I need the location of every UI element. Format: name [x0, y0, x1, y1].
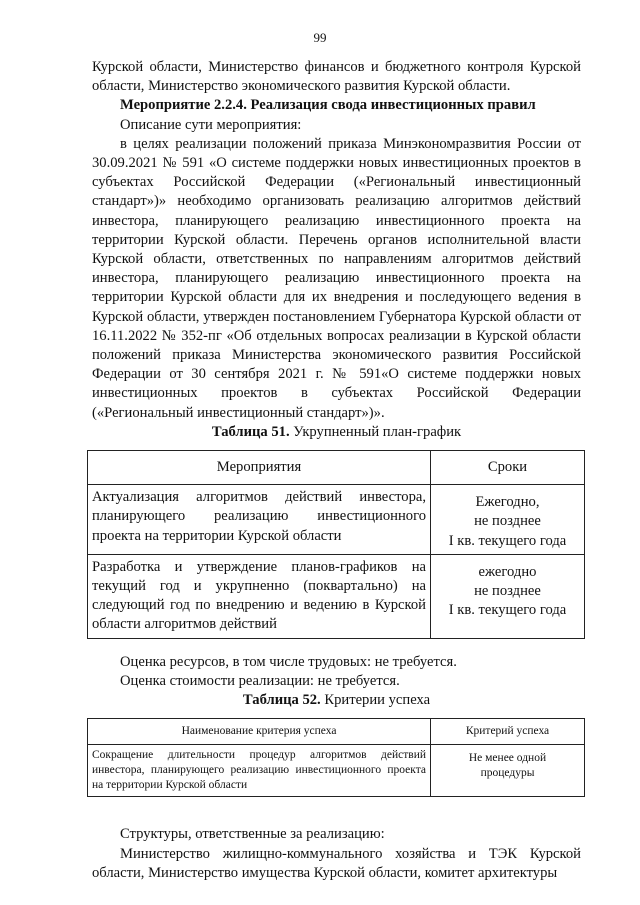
table51-caption	[92, 423, 581, 442]
table52-caption-number: Таблица 52.	[242, 692, 321, 709]
criterion-value-line: Не менее одной	[468, 752, 547, 765]
intro-paragraph: Курской области, Министерство финансов и бюджетного контроля Курской области, Министерство экономического развития Курской области.	[92, 59, 581, 95]
table-52-success-criteria	[87, 718, 585, 797]
table-51-schedule	[87, 450, 585, 639]
table52-caption-text: Критерии успеха	[320, 692, 431, 709]
responsible-text: Министерство жилищно-коммунального хозяйства и ТЭК Курской области, Министерство имущества Курской области, комитет архитектуры	[92, 845, 581, 881]
deadline-line: Ежегодно,	[475, 494, 540, 511]
criterion-cell: Сокращение длительности процедур алгоритмов действий инвестора, планирующего реализацию инвестиционного проекта на территории Курской области	[88, 745, 431, 797]
deadline-line: не позднее	[474, 513, 541, 530]
criterion-value-cell	[431, 745, 585, 797]
header-events: Мероприятия	[88, 451, 431, 485]
table-header-row	[88, 719, 585, 745]
table51-caption-number: Таблица 51.	[211, 423, 290, 440]
section-title: Мероприятие 2.2.4. Реализация свода инвестиционных правил	[120, 97, 536, 114]
header-criterion-value: Критерий успеха	[431, 719, 585, 745]
responsible-label: Структуры, ответственные за реализацию:	[120, 826, 385, 843]
table-row	[88, 554, 585, 638]
description-label: Описание сути мероприятия:	[120, 116, 302, 133]
page-number: 99	[313, 30, 327, 45]
deadline-line: I кв. текущего года	[448, 602, 567, 619]
table-row	[88, 745, 585, 797]
resources-line: Оценка ресурсов, в том числе трудовых: не требуется.	[120, 653, 457, 670]
table-row	[88, 485, 585, 555]
table52-caption	[92, 691, 581, 710]
deadline-cell	[431, 554, 585, 638]
cost-line: Оценка стоимости реализации: не требуется.	[120, 672, 400, 689]
table-header-row	[88, 451, 585, 485]
deadline-line: не позднее	[474, 583, 541, 600]
page-content	[92, 58, 581, 883]
deadline-line: I кв. текущего года	[448, 532, 567, 549]
event-cell: Разработка и утверждение планов-графиков на текущий год и укрупненно (поквартально) на следующий год по внедрению и ведению в Курской области алгоритмов действий	[88, 554, 431, 638]
deadline-line: ежегодно	[478, 563, 537, 580]
criterion-value-line: процедуры	[480, 767, 535, 780]
table51-caption-text: Укрупненный план-график	[289, 423, 462, 440]
event-cell: Актуализация алгоритмов действий инвестора, планирующего реализацию инвестиционного проекта на территории Курской области	[88, 485, 431, 555]
header-criterion-name: Наименование критерия успеха	[88, 719, 431, 745]
main-paragraph: в целях реализации положений приказа Минэкономразвития России от 30.09.2021 № 591 «О системе поддержки новых инвестиционных проектов в субъектах Российской Федерации («Региональный инвестиционный стандарт»)» необходимо организовать реализацию алгоритмов действий инвестора, планирующего реализацию инвестиционного проекта на территории Курской области. Перечень органов исполнительной власти Курской области, ответственных по направлениям алгоритмов действий инвестора, планирующего реализацию инвестиционного проекта на территории Курской области для их внедрения и последующего ведения в Курской области, утвержден постановлением Губернатора Курской области от 16.11.2022 № 352-пг «Об отдельных вопросах реализации в Курской области положений приказа Министерства экономического развития Российской Федерации от 30 сентября 2021 г. № 591«О системе поддержки новых инвестиционных проектов в субъектах Российской Федерации («Региональный инвестиционный стандарт»)».	[92, 135, 581, 421]
deadline-cell	[431, 485, 585, 555]
header-deadlines: Сроки	[431, 451, 585, 485]
